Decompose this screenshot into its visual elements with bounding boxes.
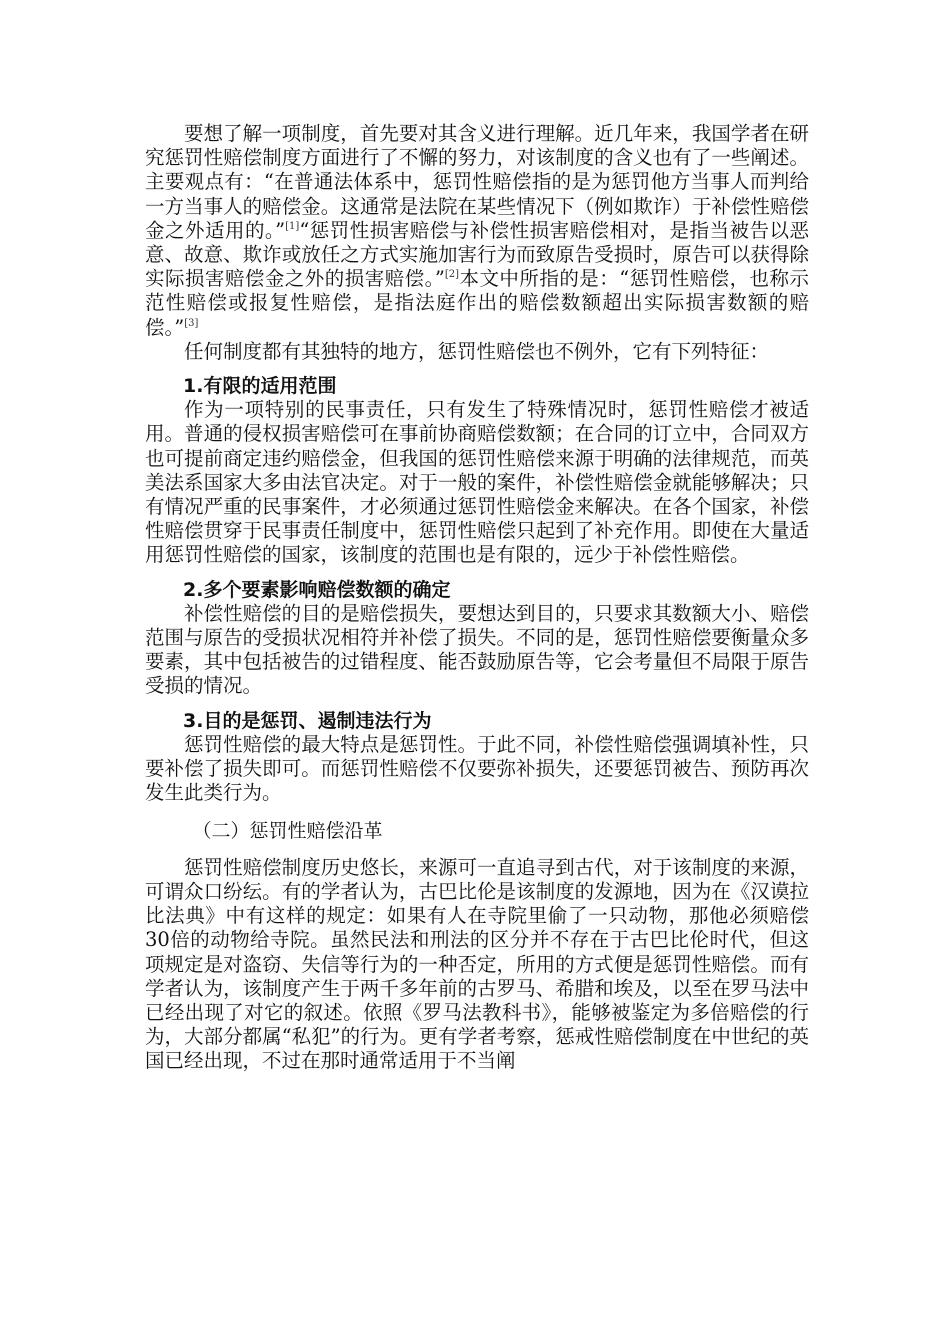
- paragraph-purpose: 惩罚性赔偿的最大特点是惩罚性。于此不同，补偿性赔偿强调填补性，只要补偿了损失即可。而惩罚性赔偿不仅要弥补损失，还要惩罚被告、预防再次发生此类行为。: [145, 732, 809, 805]
- definition-text-b: “惩罚性损害赔偿与补偿性损害赔偿相对，是指当被告以恶意、故意、欺诈或放任之方式实施加害行为而致原告受损时，原告可以获得除实际损害赔偿金之外的损害赔偿。”: [145, 218, 809, 291]
- paragraph-multiple-factors: 补偿性赔偿的目的是赔偿损失，要想达到目的，只要求其数额大小、赔偿范围与原告的受损状况相符并补偿了损失。不同的是，惩罚性赔偿要衡量众多要素，其中包括被告的过错程度、能否鼓励原告等，它会考量但不局限于原告受损的情况。: [145, 601, 809, 698]
- paragraph-limited-scope: 作为一项特别的民事责任，只有发生了特殊情况时，惩罚性赔偿才被适用。普通的侵权损害赔偿可在事前协商赔偿数额；在合同的订立中，合同双方也可提前商定违约赔偿金，但我国的惩罚性赔偿来源于明确的法律规范，而英美法系国家大多由法官决定。对于一般的案件，补偿性赔偿金就能够解决；只有情况严重的民事案件，才必须通过惩罚性赔偿金来解决。在各个国家，补偿性赔偿贯穿于民事责任制度中，惩罚性赔偿只起到了补充作用。即使在大量适用惩罚性赔偿的国家，该制度的范围也是有限的，远少于补偿性赔偿。: [145, 398, 809, 567]
- heading-purpose: 3.目的是惩罚、遏制违法行为: [183, 709, 432, 732]
- heading-limited-scope: 1.有限的适用范围: [183, 375, 337, 398]
- document-page: [145, 122, 809, 1074]
- citation-1: [1]: [285, 220, 300, 232]
- paragraph-history: 惩罚性赔偿制度历史悠长，来源可一直追寻到古代，对于该制度的来源，可谓众口纷纭。有的学者认为，古巴比伦是该制度的发源地，因为在《汉谟拉比法典》中有这样的规定：如果有人在寺院里偷了一只动物，那他必须赔偿30倍的动物给寺院。虽然民法和刑法的区分并不存在于古巴比伦时代，但这项规定是对盗窃、失信等行为的一种否定，所用的方式便是惩罚性赔偿。而有学者认为，该制度产生于两千多年前的古罗马、希腊和埃及，以至在罗马法中已经出现了对它的叙述。依照《罗马法教科书》，能够被鉴定为多倍赔偿的行为，大部分都属“私犯”的行为。更有学者考察，惩戒性赔偿制度在中世纪的英国已经出现，不过在那时通常适用于不当阐: [145, 855, 809, 1073]
- paragraph-features-intro: 任何制度都有其独特的地方，惩罚性赔偿也不例外，它有下列特征：: [184, 339, 770, 363]
- paragraph-definition: [145, 122, 809, 340]
- citation-3: [3]: [184, 317, 199, 329]
- definition-text-a: 要想了解一项制度，首先要对其含义进行理解。近几年来，我国学者在研究惩罚性赔偿制度方面进行了不懈的努力，对该制度的含义也有了一些阐述。主要观点有：“在普通法体系中，惩罚性赔偿指的是为惩罚他方当事人而判给一方当事人的赔偿金。这通常是法院在某些情况下（例如欺诈）于补偿性赔偿金之外适用的。”: [145, 122, 809, 242]
- citation-2: [2]: [444, 269, 459, 281]
- section-heading-history: （二）惩罚性赔偿沿革: [192, 820, 383, 843]
- heading-multiple-factors: 2.多个要素影响赔偿数额的确定: [183, 578, 451, 601]
- definition-text-c: 本文中所指的是：“惩罚性赔偿，也称示范性赔偿或报复性赔偿，是指法庭作出的赔偿数额超出实际损害数额的赔偿。”: [145, 267, 809, 339]
